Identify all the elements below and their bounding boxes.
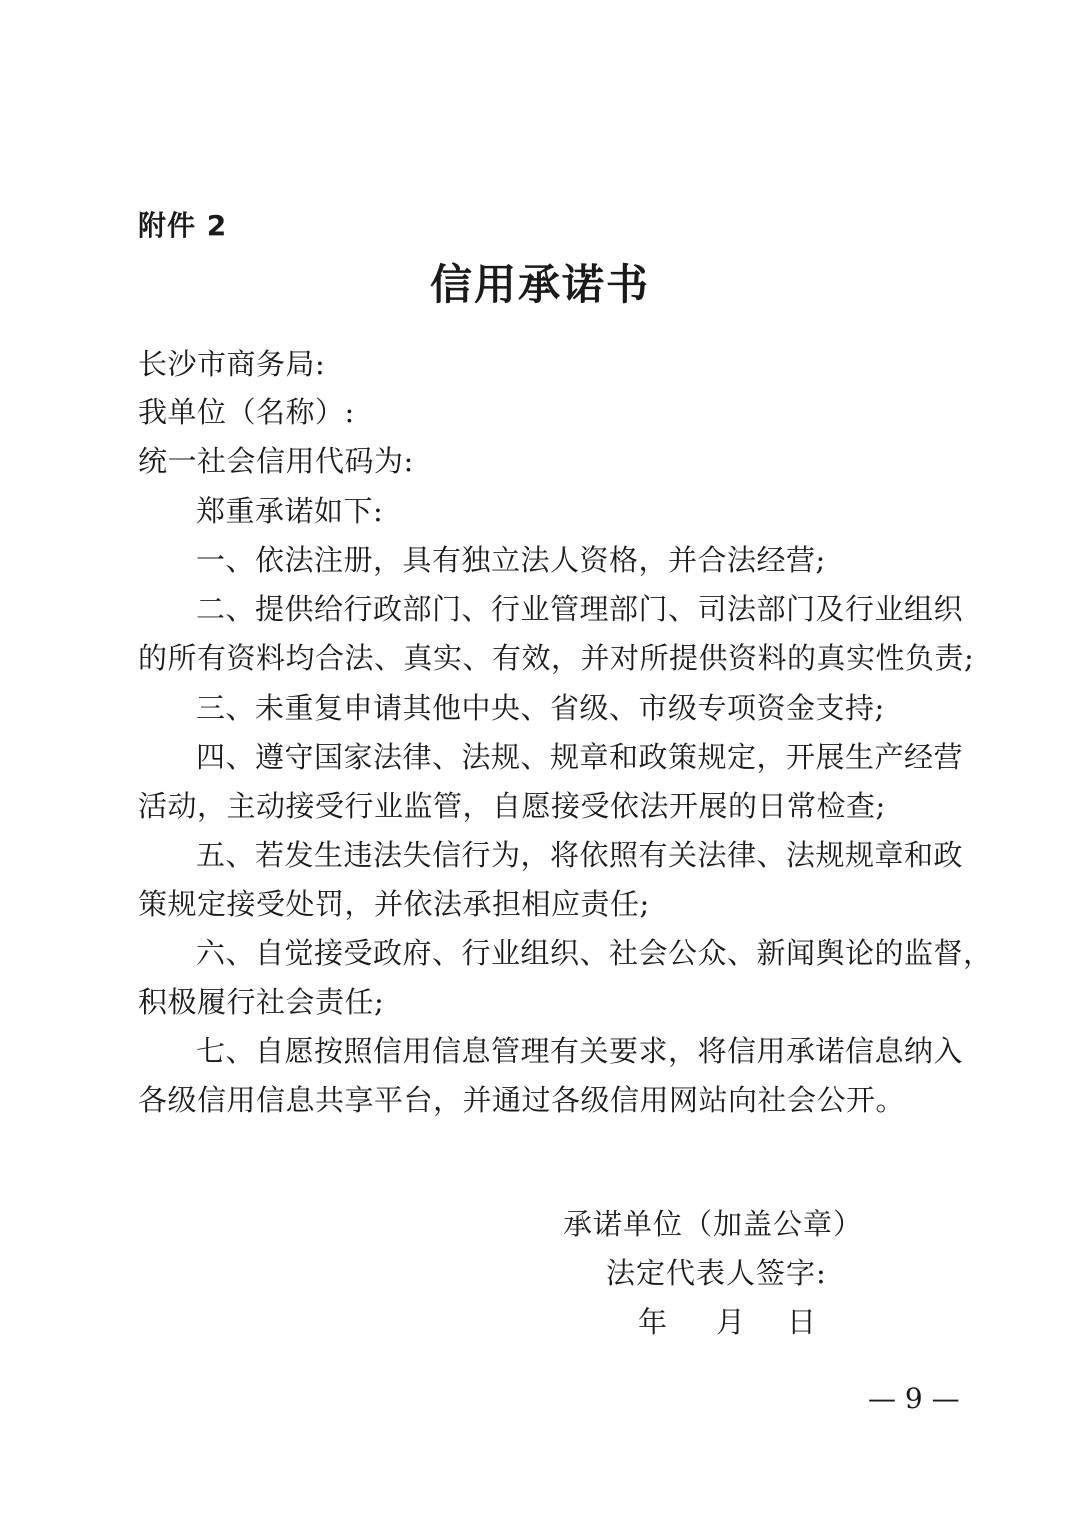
date-day: 日 — [787, 1305, 818, 1339]
attachment-label: 附件 2 — [138, 209, 228, 242]
commitment-item-7-line-2: 各级信用信息共享平台，并通过各级信用网站向社会公开。 — [138, 1083, 906, 1117]
page-number: — 9 — — [868, 1382, 960, 1415]
commitment-item-5-line-1: 五、若发生违法失信行为，将依照有关法律、法规规章和政 — [196, 838, 964, 872]
commitment-item-5-line-2: 策规定接受处罚，并依法承担相应责任; — [138, 887, 650, 921]
commitment-item-1: 一、依法注册，具有独立法人资格，并合法经营; — [196, 543, 826, 577]
commitment-item-2-line-1: 二、提供给行政部门、行业管理部门、司法部门及行业组织 — [196, 592, 964, 626]
unit-name-label: 我单位（名称）: — [138, 395, 355, 429]
commitment-item-2-line-2: 的所有资料均合法、真实、有效，并对所提供资料的真实性负责; — [138, 641, 975, 675]
commitment-intro: 郑重承诺如下: — [196, 494, 384, 528]
commitment-item-4-line-1: 四、遵守国家法律、法规、规章和政策规定，开展生产经营 — [196, 740, 964, 774]
commitment-item-7-line-1: 七、自愿按照信用信息管理有关要求，将信用承诺信息纳入 — [196, 1034, 964, 1068]
commitment-item-4-line-2: 活动，主动接受行业监管，自愿接受依法开展的日常检查; — [138, 789, 886, 823]
commitment-item-6-line-2: 积极履行社会责任; — [138, 985, 385, 1019]
document-title: 信用承诺书 — [429, 260, 650, 309]
date-year: 年 — [638, 1305, 669, 1339]
signature-unit: 承诺单位（加盖公章） — [563, 1207, 864, 1241]
signature-representative: 法定代表人签字: — [606, 1256, 827, 1290]
commitment-item-3: 三、未重复申请其他中央、省级、市级专项资金支持; — [196, 691, 885, 725]
addressee: 长沙市商务局: — [138, 347, 326, 381]
date-month: 月 — [716, 1305, 747, 1339]
credit-code-label: 统一社会信用代码为: — [138, 444, 414, 478]
commitment-item-6-line-1: 六、自觉接受政府、行业组织、社会公众、新闻舆论的监督， — [196, 936, 993, 970]
